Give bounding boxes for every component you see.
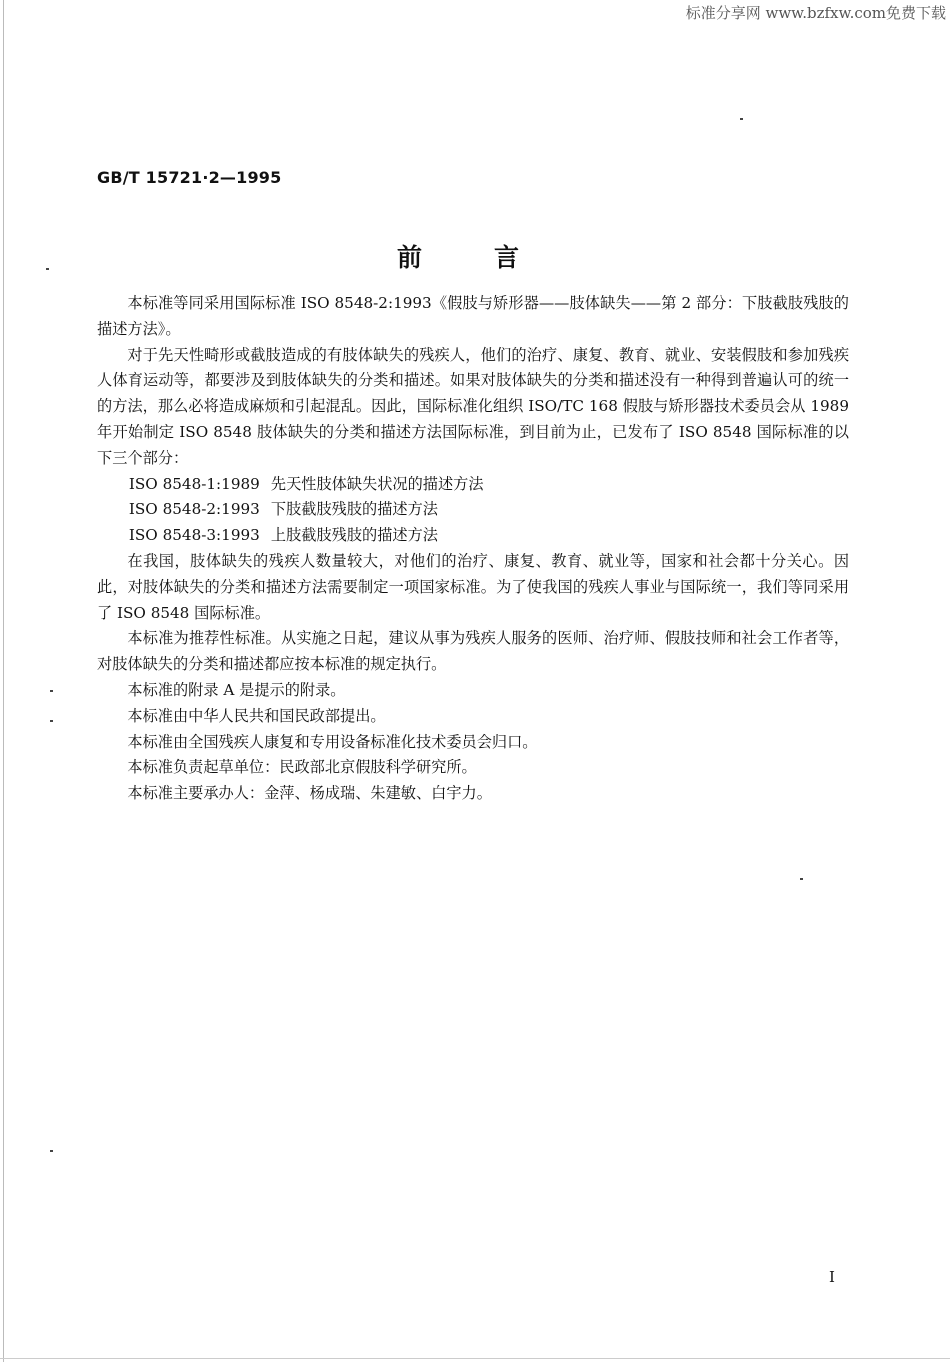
standard-part-code: ISO 8548-1:1989: [128, 474, 260, 493]
standard-part-item: [97, 472, 849, 498]
paragraph-recommendation: 本标准为推荐性标准。从实施之日起，建议从事为残疾人服务的医师、治疗师、假肢技师和社会工作者等，对肢体缺失的分类和描述都应按本标准的规定执行。: [97, 629, 849, 674]
scan-speck: [50, 690, 53, 692]
standard-part-item: [97, 497, 849, 523]
standard-part-code: ISO 8548-2:1993: [128, 500, 260, 519]
standard-part-code: ISO 8548-3:1993: [128, 526, 260, 545]
paragraph-drafting-unit: 本标准负责起草单位：民政部北京假肢科学研究所。: [127, 758, 477, 777]
standard-part-item: [97, 523, 849, 549]
paragraph-background: 对于先天性畸形或截肢造成的有肢体缺失的残疾人，他们的治疗、康复、教育、就业、安装假肢和参加残疾人体育运动等，都要涉及到肢体缺失的分类和描述。如果对肢体缺失的分类和描述没有一种得到普遍认可的统一的方法，那么必将造成麻烦和引起混乱。因此，国际标准化组织 ISO/TC 168 假肢与矫形器技术委员会从 1989 年开始制定 ISO 8548 肢体缺失的分类和描述方法国际标准，到目前为止，已发布了 ISO 8548 国际标准的以下三个部分：: [97, 345, 849, 467]
foreword-body: [97, 291, 849, 807]
page-title: 前言: [396, 243, 591, 272]
paragraph-national-need: 在我国，肢体缺失的残疾人数量较大，对他们的治疗、康复、教育、就业等，国家和社会都十分关心。因此，对肢体缺失的分类和描述方法需要制定一项国家标准。为了使我国的残疾人事业与国际统一，我们等同采用了 ISO 8548 国际标准。: [97, 551, 849, 622]
paragraph-adoption: 本标准等同采用国际标准 ISO 8548-2:1993《假肢与矫形器——肢体缺失——第 2 部分：下肢截肢残肢的描述方法》。: [97, 294, 849, 338]
scan-speck: [740, 118, 743, 120]
standard-part-title: 先天性肢体缺失状况的描述方法: [270, 474, 484, 493]
paragraph-drafters: 本标准主要承办人：金萍、杨成瑞、朱建敏、白宇力。: [127, 784, 492, 803]
scan-speck: [50, 720, 53, 722]
page-number: I: [829, 1268, 835, 1286]
scan-bottom-edge: [0, 1358, 950, 1359]
standard-part-title: 下肢截肢残肢的描述方法: [270, 500, 438, 519]
scan-speck: [800, 878, 803, 880]
paragraph-technical-committee: 本标准由全国残疾人康复和专用设备标准化技术委员会归口。: [127, 732, 538, 751]
scan-speck: [50, 1150, 53, 1152]
scan-left-edge: [3, 0, 4, 1362]
site-watermark: 标准分享网 www.bzfxw.com免费下载: [685, 4, 946, 22]
standard-part-title: 上肢截肢残肢的描述方法: [270, 526, 438, 545]
paragraph-appendix: 本标准的附录 A 是提示的附录。: [127, 680, 346, 699]
paragraph-proposer: 本标准由中华人民共和国民政部提出。: [127, 706, 386, 725]
standard-number: GB/T 15721·2—1995: [97, 168, 282, 187]
